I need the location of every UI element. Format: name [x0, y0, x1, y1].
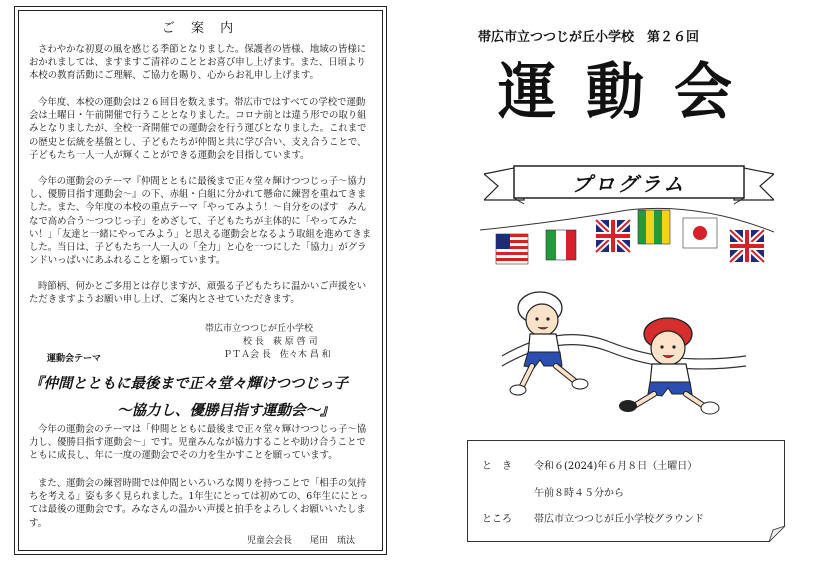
runner-2: [619, 318, 719, 414]
japan-flag-icon: [683, 218, 717, 248]
notice-paragraph-4: 時節柄、何かとご多用とは存じますが、頑張る子どもたちに温かいご声援をいただきますようお願い申し上げ、ご案内とさせていただきます。: [29, 281, 367, 306]
date-label: と き: [482, 461, 512, 472]
running-children-illustration: [500, 282, 760, 422]
theme-label: 運動会テーマ: [47, 354, 102, 364]
uk-flag-icon: [730, 230, 764, 262]
notice-paragraph-3: 今年の運動会のテーマ『仲間とともに最後まで正々堂々輝けつつじっ子～協力し、優勝目指す運動会～』の下、赤組・白組に分かれて懸命に練習を重ねてきました。また、今年度の本校の重点テーマ「やってみよう！～自分をのばす みんなで高め合う～つつじっ子」をめざして、子どもたちが主体的に「やってみたい！」「友達と一緒にやってみよう」と思える運動会となるよう取組を進めてきました。当日は、子どもたち一人一人の「全力」と心を一つにした「協力」がグランドいっぱいにあふれることを願っています。: [29, 176, 372, 267]
program-banner-label: プログラム: [571, 172, 687, 196]
cover-title: 運動会: [498, 55, 763, 127]
notice-paragraph-2: 今年度、本校の運動会は２６回目を数えます。帯広市ではすべての学校で運動会は土曜日・午前開催で行うこととなりました。コロナ前とは違う形での取り組みとなりましたが、全校一斉開催での運動会を行う運びとなりました。これまでの歴史と伝統を基盤とし、子どもたちが仲間と共に学び合い、支え合うことで、子どもたち一人一人が輝くことができる運動会を目指しています。: [29, 97, 367, 161]
signature-student-council: 児童会会長 尾田 琉汰: [247, 536, 356, 546]
flag-bunting: [478, 200, 778, 280]
signature-principal: 校 長 萩 原 啓 司: [243, 337, 318, 347]
place-label: ところ: [482, 514, 512, 525]
uk-flag-icon: [596, 220, 630, 252]
theme-title-line-1: 『仲間とともに最後まで正々堂々輝けつつじっ子: [29, 376, 348, 392]
theme-paragraph-1: 今年の運動会のテーマは「仲間とともに最後まで正々堂々輝けつつじっ子～協力し、優勝目指す運動会～」です。児童みんなが協力することや助け合うことでともに成長し、年に一度の運動会でその力を生かすことを願っています。: [29, 424, 367, 462]
page-curl-icon: [769, 526, 785, 542]
place-value: 帯広市立つつじが丘小学校グラウンド: [534, 514, 704, 525]
time-value: 午前８時４５分から: [534, 488, 624, 499]
cover-school-line: 帯広市立つつじが丘小学校 第２６回: [478, 30, 700, 45]
theme-paragraph-2: また、運動会の練習時間では仲間といろいろな関りを持つことで「相手の気持ちを考える」姿も多く見られました。1年生にとっては初めての、6年生ににとっては最後の運動会です。みなさんの温かい声援と拍手をよろしくお願いいたします。: [29, 478, 369, 529]
date-value: 令和６(2024)年６月８日（土曜日）: [534, 461, 698, 472]
signature-pta: ＰＴＡ会 長 佐々木 昌 和: [223, 350, 331, 360]
theme-title-line-2: ～協力し、優勝目指す運動会～』: [117, 403, 335, 419]
stripe-flag-icon: [638, 210, 670, 244]
runner-1: [510, 292, 588, 395]
italy-flag-icon: [546, 230, 576, 260]
notice-title: ご 案 内: [161, 21, 240, 36]
notice-panel: [14, 6, 387, 555]
notice-paragraph-1: さわやかな初夏の風を感じる季節となりました。保護者の皆様、地域の皆様におかれましては、ますますご清祥のこととお喜び申し上げます。また、日頃より本校の教育活動にご理解、ご協力を賜り、心からお礼申し上げます。: [29, 44, 367, 82]
usa-flag-icon: [496, 234, 528, 264]
event-info-box: [467, 440, 785, 542]
signature-school: 帯広市立つつじが丘小学校: [205, 324, 314, 334]
